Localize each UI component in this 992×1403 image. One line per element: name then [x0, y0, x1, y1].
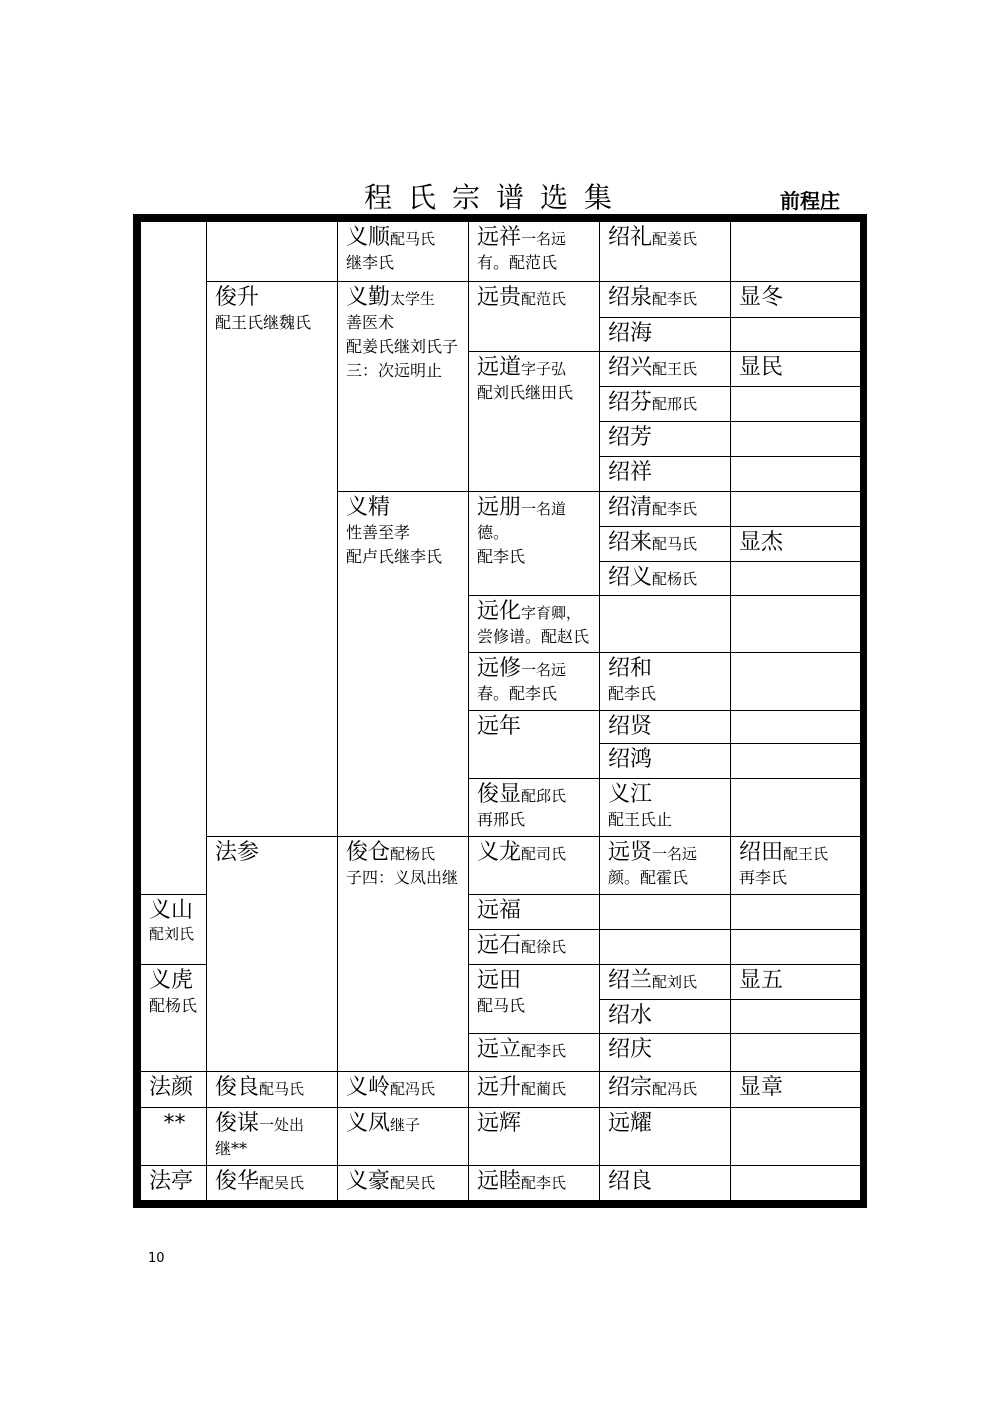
gen1-cell: 法颜: [141, 1072, 207, 1108]
gen1-cell: 法参: [207, 837, 338, 1072]
gen1-cell: 法亭: [141, 1166, 207, 1201]
gen2-cell: 俊华配吴氏: [207, 1166, 338, 1201]
gen6-cell: [731, 562, 861, 596]
gen4-cell: 远辉: [469, 1108, 600, 1166]
gen5-cell: [600, 895, 731, 930]
gen4-cell: 远贤一名远 颜。配霍氏: [600, 837, 731, 895]
gen5-cell: 绍田配王氏 再李氏: [731, 837, 861, 895]
gen3-cell: 义顺配马氏 继李氏: [338, 222, 469, 282]
gen5-cell: 绍芳: [600, 422, 731, 457]
gen4-cell: 远朋一名道 德。 配李氏: [469, 492, 600, 596]
gen6-cell: [731, 1166, 861, 1201]
genealogy-table: [140, 221, 861, 1201]
gen6-cell: [731, 711, 861, 744]
gen6-cell: 显民: [731, 352, 861, 387]
gen4-cell: 远道字子弘 配刘氏继田氏: [469, 352, 600, 492]
page-title: 程氏宗谱选集: [363, 181, 628, 214]
gen6-cell: 显五: [731, 965, 861, 1000]
gen4-cell: 远睦配李氏: [469, 1166, 600, 1201]
gen6-cell: 显杰: [731, 527, 861, 562]
gen5-cell: 绍鸿: [600, 744, 731, 779]
gen6-cell: [731, 492, 861, 527]
gen3-cell: 义江 配王氏止: [600, 779, 731, 837]
gen6-cell: [731, 653, 861, 711]
gen4-cell: 远贵配范氏: [469, 282, 600, 352]
gen6-cell: [731, 457, 861, 492]
gen5-cell: 绍贤: [600, 711, 731, 744]
gen5-cell: 绍祥: [600, 457, 731, 492]
gen6-cell: [731, 744, 861, 779]
gen2-cell: 俊良配马氏: [207, 1072, 338, 1108]
place-label: 前程庄: [780, 189, 840, 213]
gen5-cell: 绍水: [600, 1000, 731, 1034]
gen1-cell: **: [141, 1108, 207, 1166]
gen3-cell: 义龙配司氏: [469, 837, 600, 895]
gen6-cell: [731, 1034, 861, 1072]
gen3-cell: 义凤继子: [338, 1108, 469, 1166]
gen5-cell: 绍清配李氏: [600, 492, 731, 527]
gen2-cell: 俊仓配杨氏 子四：义凤出继: [338, 837, 469, 1072]
gen4-cell: 远祥一名远 有。配范氏: [469, 222, 600, 282]
gen2-cell: 俊谋一处出 继**: [207, 1108, 338, 1166]
gen5-cell: [600, 930, 731, 965]
gen3-cell: 义豪配吴氏: [338, 1166, 469, 1201]
gen5-cell: 绍来配马氏: [600, 527, 731, 562]
gen3-cell: 义勤太学生 善医术 配姜氏继刘氏子三：次远明止: [338, 282, 469, 492]
gen3-cell: 义虎 配杨氏: [141, 965, 207, 1072]
gen4-cell: 远石配徐氏: [469, 930, 600, 965]
gen5-cell: 绍芬配邢氏: [600, 387, 731, 422]
gen5-cell: 远耀: [600, 1108, 731, 1166]
gen5-cell: 绍泉配李氏: [600, 282, 731, 318]
gen5-cell: [600, 596, 731, 653]
gen6-cell: [731, 422, 861, 457]
gen2-cell: 俊显配邱氏 再邢氏: [469, 779, 600, 837]
gen6-cell: [731, 1108, 861, 1166]
gen4-cell: [731, 779, 861, 837]
gen5-cell: 绍宗配冯氏: [600, 1072, 731, 1108]
gen3-cell: 义山配刘氏: [141, 895, 207, 965]
gen5-cell: 绍义配杨氏: [600, 562, 731, 596]
gen4-cell: 远立配李氏: [469, 1034, 600, 1072]
gen2-cell: [207, 222, 338, 282]
gen6-cell: [731, 387, 861, 422]
gen4-cell: 远升配蔺氏: [469, 1072, 600, 1108]
gen5-cell: 绍良: [600, 1166, 731, 1201]
gen4-cell: 远化字育卿， 尝修谱。配赵氏: [469, 596, 600, 653]
gen5-cell: 绍海: [600, 318, 731, 352]
gen4-cell: 远福: [469, 895, 600, 930]
gen6-cell: [731, 1000, 861, 1034]
gen3-cell: 义岭配冯氏: [338, 1072, 469, 1108]
page-number: 10: [148, 1251, 165, 1266]
gen6-cell: [731, 895, 861, 930]
gen1-cell: [141, 222, 207, 895]
gen6-cell: [731, 930, 861, 965]
gen5-cell: 绍兰配刘氏: [600, 965, 731, 1000]
gen6-cell: [731, 222, 861, 282]
gen4-cell: 远田 配马氏: [469, 965, 600, 1034]
gen6-cell: [731, 596, 861, 653]
gen5-cell: 绍兴配王氏: [600, 352, 731, 387]
gen2-cell: 俊升 配王氏继魏氏: [207, 282, 338, 837]
gen6-cell: 显章: [731, 1072, 861, 1108]
gen4-cell: 远年: [469, 711, 600, 779]
gen6-cell: [731, 318, 861, 352]
gen5-cell: 绍庆: [600, 1034, 731, 1072]
gen6-cell: 显冬: [731, 282, 861, 318]
gen5-cell: 绍礼配姜氏: [600, 222, 731, 282]
gen3-cell: 义精 性善至孝 配卢氏继李氏: [338, 492, 469, 837]
gen4-cell: 远修一名远 春。配李氏: [469, 653, 600, 711]
gen5-cell: 绍和 配李氏: [600, 653, 731, 711]
